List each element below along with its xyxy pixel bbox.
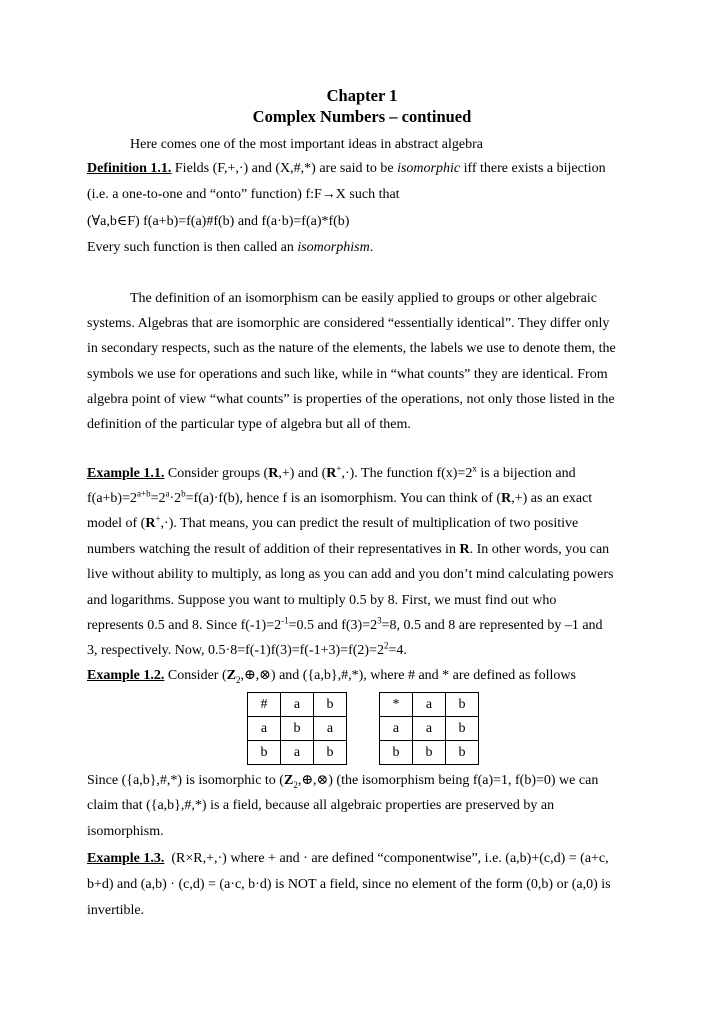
table-cell: a [281,741,314,765]
table-cell: a [380,717,413,741]
table-cell: b [380,741,413,765]
subscript: 2 [235,674,241,685]
text-span: =4. [388,643,407,658]
example-3-line-2: b+d) and (a,b) · (c,d) = (a·c, b·d) is NOT a field, since no element of the form (0,b) or (a,0) is [87,877,611,892]
example-1-line-5: live without ability to multiply, as long as you can add and you don’t mind calculating powers [87,567,614,582]
text-span: ,+) as an exact [511,491,593,506]
paragraph-line: symbols we use for operations and such like, while in “what counts” they are identical. From [87,367,608,382]
text-span: represents 0.5 and 8. Since f(-1)=2 [87,618,282,633]
table-cell: b [314,693,347,717]
example-1-line-8 [87,642,407,660]
text-span: =8, 0.5 and 8 are represented by –1 and [381,618,603,633]
paragraph-line: systems. Algebras that are isomorphic are considered “essentially identical”. They differ only [87,316,610,331]
bold-symbol: R [145,516,156,531]
bold-symbol: R [268,466,279,481]
table-row [248,717,347,741]
definition-line-3: (∀a,b∈F) f(a+b)=f(a)#f(b) and f(a·b)=f(a)*f(b) [87,214,350,229]
example-label: Example 1.3. [87,851,165,866]
text-span: ,⊕,⊗) and ({a,b},#,*), where # and * are defined as follows [240,668,576,683]
definition-label: Definition 1.1. [87,161,172,176]
table-cell: a [413,717,446,741]
text-span: f(a+b)=2 [87,491,137,506]
text-span: (R×R,+,·) where + and · are defined “componentwise”, i.e. (a,b)+(c,d) = (a+c, [164,851,609,866]
subscript: 2 [293,779,298,790]
table-cell: a [248,717,281,741]
table-cell: b [413,741,446,765]
bold-symbol: Z [226,668,236,683]
text-span: . [369,240,374,255]
table-cell: a [413,693,446,717]
superscript: -1 [281,615,289,626]
example-1-line-7 [87,617,603,635]
example-3-line-3: invertible. [87,903,145,918]
superscript: a [165,488,170,499]
italic-term: isomorphic [397,161,461,176]
bold-symbol: R [501,491,512,506]
text-span: Consider ( [164,668,227,683]
text-span: iff there exists a bijection [460,161,606,176]
superscript: 3 [377,615,382,626]
text-span: numbers watching the result of addition of their representatives in [87,542,460,557]
example-1-line-6: and logarithms. Suppose you want to multiply 0.5 by 8. First, we must find out who [87,593,557,608]
paragraph-line: in secondary respects, such as the nature of the elements, the labels we use to denote them, the [87,341,616,356]
text-span: ,·). That means, you can predict the result of multiplication of two positive [160,516,579,531]
table-cell: a [281,693,314,717]
table-cell: b [314,741,347,765]
superscript: b [181,488,186,499]
hash-operation-table [247,692,347,765]
example-2-line-1 [87,667,576,685]
definition-line-4 [87,239,373,257]
paragraph-line: algebra point of view “what counts” is properties of the operations, not only those listed in the [87,392,615,407]
paragraph-line: definition of the particular type of algebra but all of them. [87,417,411,432]
text-span: Since ({a,b},#,*) is isomorphic to ( [87,773,284,788]
superscript: 2 [383,640,389,651]
table-cell: b [446,741,479,765]
superscript: + [336,463,342,474]
superscript: + [155,513,161,524]
superscript: a+b [137,488,151,499]
text-span: Fields (F,+,·) and (X,#,*) are said to be [171,161,398,176]
table-row [248,693,347,717]
definition-line-1 [87,160,606,178]
text-span: ,⊕,⊗) (the isomorphism being f(a)=1, f(b)=0) we can [297,773,599,788]
paragraph-line: The definition of an isomorphism can be easily applied to groups or other algebraic [130,291,597,306]
definition-line-2: (i.e. a one-to-one and “onto” function) f:F→X such that [87,187,400,202]
table-cell: b [446,717,479,741]
text-span: 3, respectively. Now, 0.5·8=f(-1)f(3)=f(-1+3)=f(2)=2 [87,643,384,658]
example-label: Example 1.1. [87,466,165,481]
table-row [248,741,347,765]
superscript: x [472,463,477,474]
intro-line: Here comes one of the most important ideas in abstract algebra [130,137,483,152]
text-span: =0.5 and f(3)=2 [288,618,378,633]
example-1-line-4 [87,541,609,559]
example-1-line-3 [87,515,578,533]
text-span: ,+) and ( [278,466,327,481]
table-cell: # [248,693,281,717]
text-span: Consider groups ( [164,466,269,481]
text-span: =f(a)·f(b), hence f is an isomorphism. You can think of ( [185,491,502,506]
italic-term: isomorphism [297,240,370,255]
example-2-line-4: isomorphism. [87,824,164,839]
text-span: ·2 [169,491,182,506]
chapter-heading: Chapter 1 [326,86,398,105]
bold-symbol: R [326,466,337,481]
table-cell: b [281,717,314,741]
example-label: Example 1.2. [87,668,165,683]
example-3-line-1 [87,850,609,868]
chapter-subtitle: Complex Numbers – continued [252,107,472,126]
text-span: =2 [150,491,166,506]
text-span: is a bijection and [476,466,576,481]
table-cell: a [314,717,347,741]
table-cell: * [380,693,413,717]
table-row [380,741,479,765]
bold-symbol: Z [283,773,294,788]
text-span: model of ( [87,516,146,531]
example-1-line-1 [87,465,576,483]
text-span: Every such function is then called an [87,240,298,255]
star-operation-table [379,692,479,765]
example-2-line-3: claim that ({a,b},#,*) is a field, because all algebraic properties are preserved by an [87,798,555,813]
bold-symbol: R [459,542,470,557]
example-2-line-2 [87,772,598,790]
table-row [380,693,479,717]
example-1-line-2 [87,490,592,508]
table-cell: b [446,693,479,717]
text-span: . In other words, you can [469,542,610,557]
text-span: ,·). The function f(x)=2 [341,466,473,481]
table-row [380,717,479,741]
table-cell: b [248,741,281,765]
